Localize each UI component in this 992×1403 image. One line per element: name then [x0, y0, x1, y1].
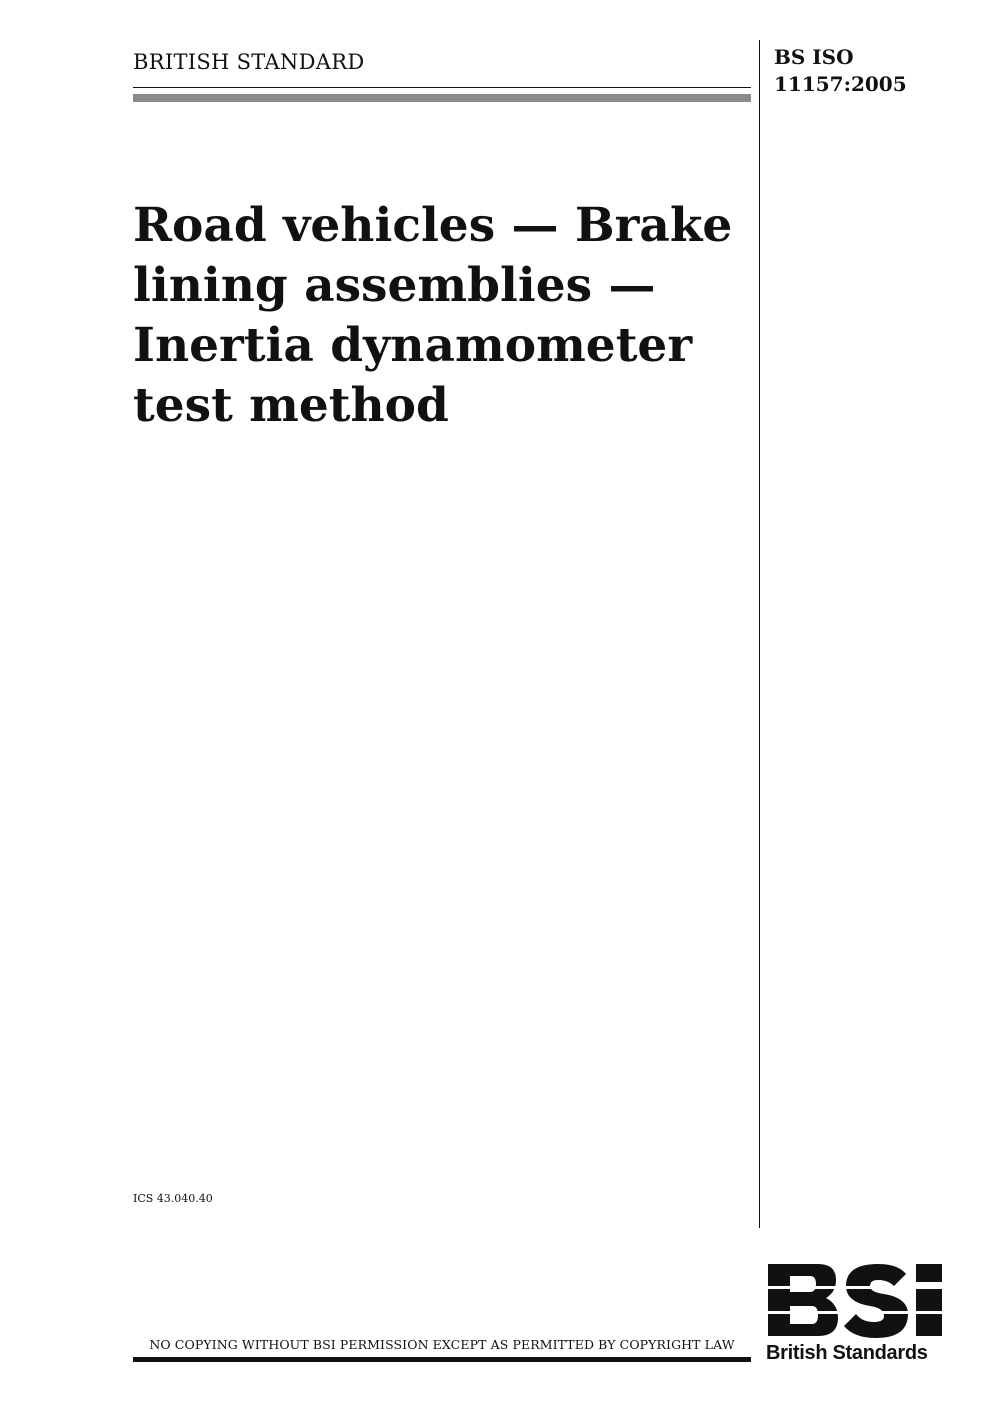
standard-number-line2: 11157:2005: [774, 72, 907, 96]
ics-code: ICS 43.040.40: [133, 1192, 213, 1205]
copyright-notice: NO COPYING WITHOUT BSI PERMISSION EXCEPT AS PERMITTED BY COPYRIGHT LAW: [149, 1337, 735, 1352]
vertical-divider: [759, 40, 760, 1228]
standard-number: [774, 44, 907, 98]
header-label: BRITISH STANDARD: [133, 50, 365, 74]
header-rule-thick: [133, 94, 751, 102]
title-line: Inertia dynamometer: [133, 318, 693, 373]
title-line: lining assemblies —: [133, 258, 656, 313]
bsi-logo-mark-icon: [766, 1262, 946, 1338]
bsi-caption: British Standards: [766, 1342, 928, 1364]
header-rule-thin: [133, 87, 751, 88]
title-line: test method: [133, 378, 449, 433]
footer-rule: [133, 1357, 751, 1362]
document-title: [133, 196, 743, 436]
title-line: Road vehicles — Brake: [133, 198, 733, 253]
standard-number-line1: BS ISO: [774, 45, 854, 69]
bsi-logo: [766, 1262, 946, 1372]
